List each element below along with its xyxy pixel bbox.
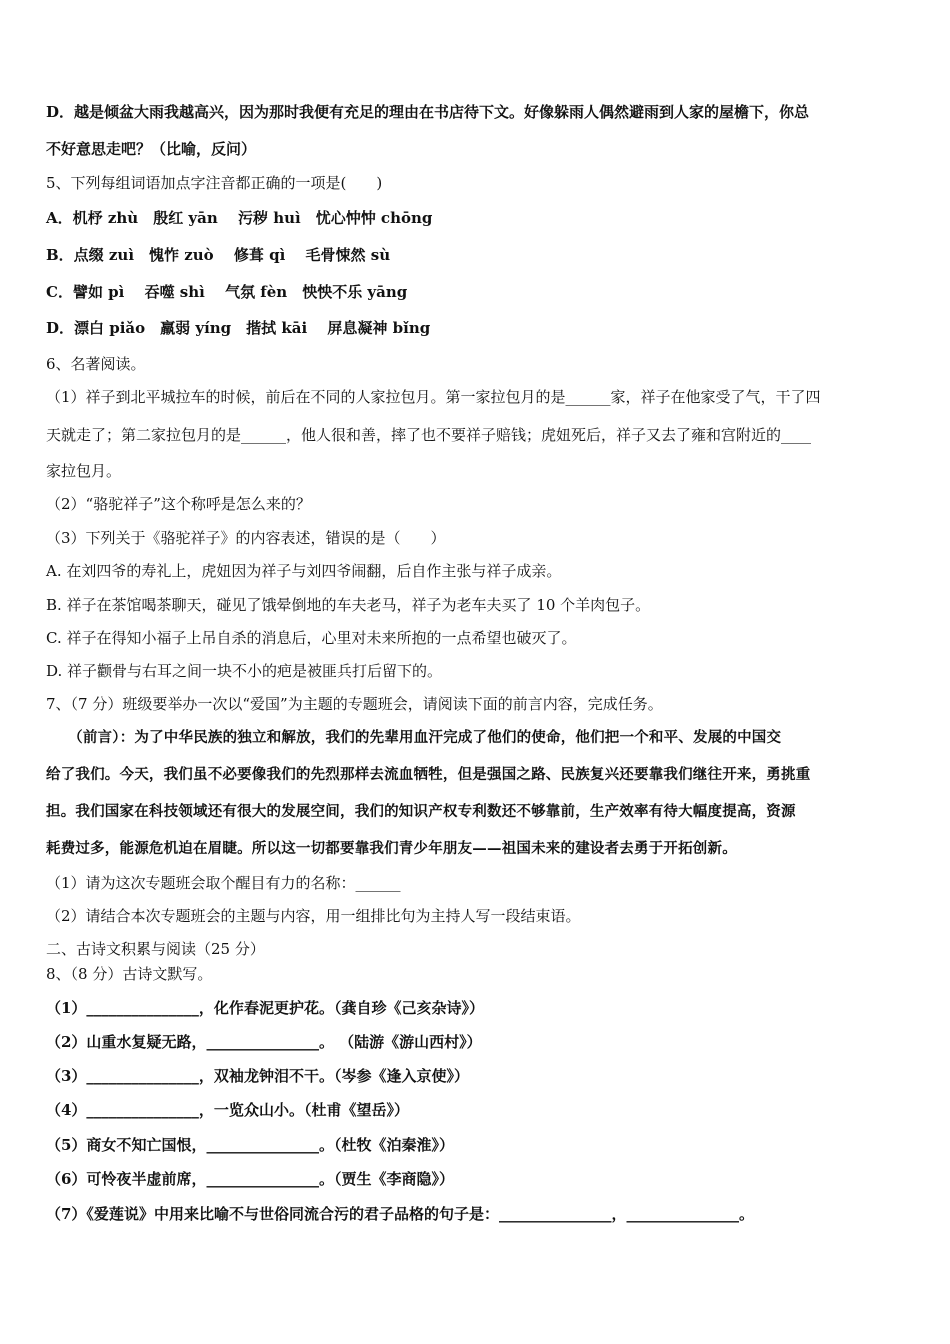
section-2-heading: 二、古诗文积累与阅读（25 分） (46, 940, 265, 958)
q8-item-1: （1）_______________，化作春泥更护花。（龚自珍《己亥杂诗》） (46, 999, 484, 1017)
q6-part2: （2）“骆驼祥子”这个称呼是怎么来的？ (46, 495, 311, 513)
q5-stem: 5、下列每组词语加点字注音都正确的一项是( ) (46, 174, 383, 192)
q8-item-4: （4）_______________，一览众山小。（杜甫《望岳》） (46, 1101, 409, 1119)
q6-part3: （3）下列关于《骆驼祥子》的内容表述，错误的是（ ） (46, 529, 446, 547)
q5-option-d: D．漂白 piǎo 羸弱 yíng 揩拭 kāi 屏息凝神 bǐng (46, 319, 431, 337)
q8-item-5: （5）商女不知亡国恨，_______________。（杜牧《泊秦淮》） (46, 1136, 454, 1154)
q5-option-b: B．点缀 zuì 愧怍 zuò 修葺 qì 毛骨悚然 sù (46, 246, 391, 264)
q6-option-b: B. 祥子在茶馆喝茶聊天，碰见了饿晕倒地的车夫老马，祥子为老车夫买了 10 个羊肉包子。 (46, 596, 651, 614)
q5-option-a: A．机杼 zhù 殷红 yān 污秽 huì 忧心忡忡 chōng (46, 209, 433, 227)
q8-item-6: （6）可怜夜半虚前席，_______________。（贾生《李商隐》） (46, 1170, 454, 1188)
q8-stem: 8、（8 分）古诗文默写。 (46, 965, 213, 983)
q6-option-c: C. 祥子在得知小福子上吊自杀的消息后，心里对未来所抱的一点希望也破灭了。 (46, 629, 577, 647)
q8-item-7: （7）《爱莲说》中用来比喻不与世俗同流合污的君子品格的句子是：_______________，_______________。 (46, 1205, 754, 1223)
q7-preface-line3: 担。我们国家在科技领域还有很大的发展空间，我们的知识产权专利数还不够靠前，生产效率有待大幅度提高，资源 (46, 803, 796, 820)
q5-option-c: C．譬如 pì 吞噬 shì 气氛 fèn 怏怏不乐 yāng (46, 283, 408, 301)
q6-stem: 6、名著阅读。 (46, 355, 146, 373)
q6-part1-line1: （1）祥子到北平城拉车的时候，前后在不同的人家拉包月。第一家拉包月的是______家，祥子在他家受了气，干了四 (46, 388, 821, 406)
q4-option-d-line2: 不好意思走吧？（比喻，反问） (46, 140, 257, 158)
q6-part1-line2: 天就走了；第二家拉包月的是______，他人很和善，摔了也不要祥子赔钱；虎妞死后，祥子又去了雍和宫附近的____ (46, 426, 812, 444)
q4-option-d-line1: D．越是倾盆大雨我越高兴，因为那时我便有充足的理由在书店待下文。好像躲雨人偶然避雨到人家的屋檐下，你总 (46, 103, 810, 121)
q8-item-3: （3）_______________，双袖龙钟泪不干。（岑参《逢入京使》） (46, 1067, 469, 1085)
q6-part1-line3: 家拉包月。 (46, 462, 122, 480)
q6-option-d: D. 祥子颧骨与右耳之间一块不小的疤是被匪兵打后留下的。 (46, 662, 443, 680)
q7-task2: （2）请结合本次专题班会的主题与内容，用一组排比句为主持人写一段结束语。 (46, 907, 581, 925)
q7-preface-line1: （前言）：为了中华民族的独立和解放，我们的先辈用血汗完成了他们的使命，他们把一个和平、发展的中国交 (46, 729, 782, 746)
q6-option-a: A. 在刘四爷的寿礼上，虎妞因为祥子与刘四爷闹翻，后自作主张与祥子成亲。 (46, 562, 562, 580)
q7-preface-line2: 给了我们。今天，我们虽不必要像我们的先烈那样去流血牺牲，但是强国之路、民族复兴还要靠我们继往开来，勇挑重 (46, 766, 811, 783)
q7-preface-line4: 耗费过多，能源危机迫在眉睫。所以这一切都要靠我们青少年朋友——祖国未来的建设者去勇于开拓创新。 (46, 840, 737, 857)
q7-task1: （1）请为这次专题班会取个醒目有力的名称：______ (46, 874, 401, 892)
q7-stem: 7、（7 分）班级要举办一次以“爱国”为主题的专题班会，请阅读下面的前言内容，完成任务。 (46, 695, 663, 713)
q8-item-2: （2）山重水复疑无路，_______________。 （陆游《游山西村》） (46, 1033, 482, 1051)
